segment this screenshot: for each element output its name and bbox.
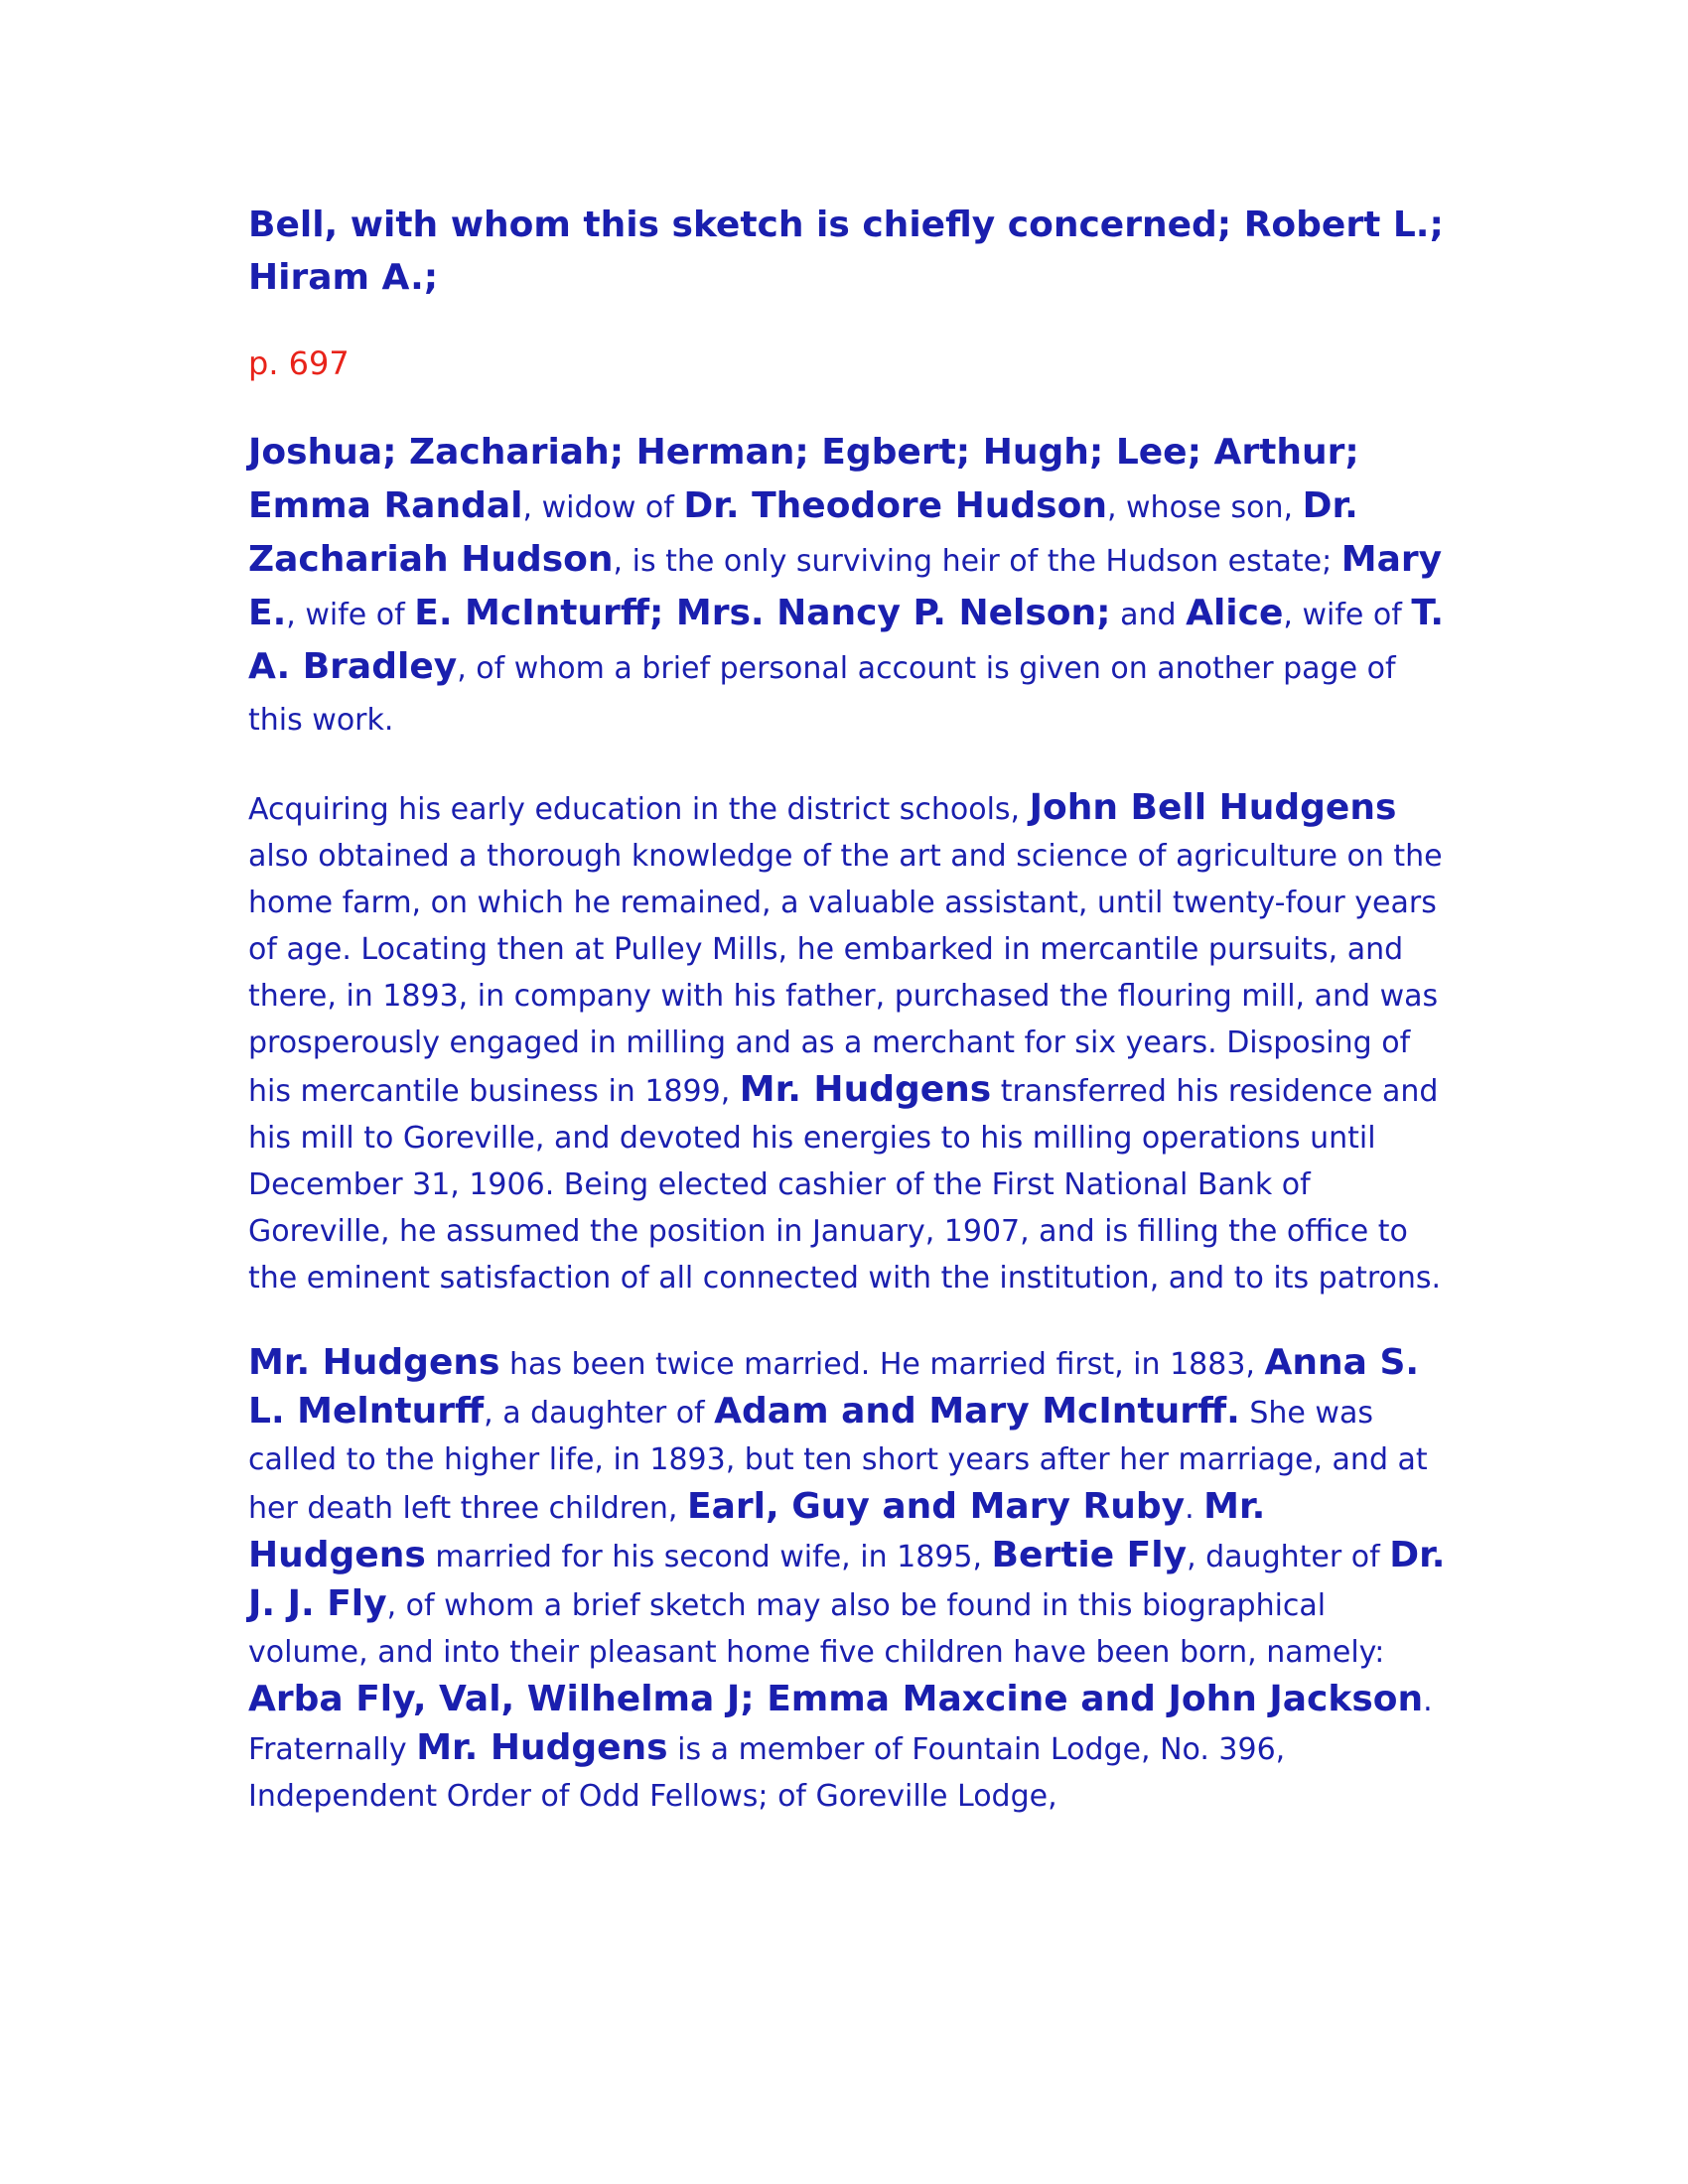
text-run: and	[1110, 598, 1187, 632]
bold-name-run: E. McInturff; Mrs. Nancy P. Nelson;	[414, 593, 1111, 633]
text-run: transferred his residence and his mill to Goreville, and devoted his energies to his milling operations until December 31, 1906. Being elected cashier of the First National Bank of Goreville, he assumed the position in January, 1907, and is filling the office to the eminent satisfaction of all connected with the institution, and to its patrons.	[248, 1074, 1442, 1296]
bold-name-run: Alice	[1186, 593, 1284, 633]
bold-name-run: Dr. J. J. Fly	[248, 1535, 1446, 1624]
bold-name-run: Arba Fly, Val, Wilhelma J; Emma Maxcine and John Jackson	[248, 1679, 1424, 1719]
bold-name-run: Mr. Hudgens	[416, 1727, 668, 1768]
text-run: , whose son,	[1106, 490, 1303, 525]
bold-name-run: Dr. Theodore Hudson	[683, 485, 1107, 526]
paragraph-career	[248, 784, 1455, 1301]
text-run: .	[1185, 1491, 1204, 1526]
text-run: , daughter of	[1187, 1540, 1390, 1574]
bold-name-run: T. A. Bradley	[248, 593, 1445, 687]
continued-heading: Bell, with whom this sketch is chiefly concerned; Robert L.; Hiram A.;	[248, 205, 1444, 298]
text-run: , wife of	[286, 598, 415, 632]
bold-name-run: Adam and Mary McInturff.	[714, 1391, 1240, 1432]
bold-name-run: Earl, Guy and Mary Ruby	[687, 1486, 1186, 1527]
page-number: p. 697	[248, 344, 350, 382]
text-run: has been twice married. He married first, in 1883,	[499, 1347, 1265, 1382]
paragraph-family	[248, 427, 1455, 747]
text-run: , a daughter of	[484, 1396, 715, 1431]
text-run: , wife of	[1283, 598, 1412, 632]
text-run: , of whom a brief personal account is given on another page of this work.	[248, 651, 1396, 738]
bold-name-run: Joshua; Zachariah; Herman; Egbert; Hugh; Lee; Arthur; Emma Randal	[248, 432, 1359, 526]
text-run: She was called to the higher life, in 1893, but ten short years after her marriage, and at her death left three children,	[248, 1396, 1428, 1526]
bold-name-run: Mr. Hudgens	[739, 1069, 992, 1110]
bold-name-run: Mr. Hudgens	[248, 1342, 500, 1383]
paragraph-marriage	[248, 1339, 1455, 1820]
bold-name-run: Mr. Hudgens	[248, 1486, 1266, 1575]
text-run: , widow of	[522, 490, 684, 525]
bold-name-run: Anna S. L. Melnturff	[248, 1342, 1420, 1432]
text-run: Acquiring his early education in the district schools,	[248, 792, 1030, 827]
bold-name-run: Mary E.	[248, 539, 1443, 633]
bold-name-run: John Bell Hudgens	[1029, 787, 1397, 828]
text-run: married for his second wife, in 1895,	[425, 1540, 992, 1574]
text-run: also obtained a thorough knowledge of the art and science of agriculture on the home farm, on which he remained, a valuable assistant, until twenty-four years of age. Locating then at Pulley Mills, he embarked in mercantile pursuits, and there, in 1893, in company with his father, purchased the flouring mill, and was prosperously engaged in milling and as a merchant for six years. Disposing of his mercantile business in 1899,	[248, 839, 1443, 1109]
bold-name-run: Bertie Fly	[991, 1535, 1188, 1575]
document-page	[248, 199, 1455, 1857]
bold-name-run: Dr. Zachariah Hudson	[248, 485, 1358, 580]
text-run: , of whom a brief sketch may also be found in this biographical volume, and into their pleasant home five children have been born, namely:	[248, 1588, 1385, 1670]
text-run: . Fraternally	[248, 1684, 1433, 1767]
text-run: is a member of Fountain Lodge, No. 396, Independent Order of Odd Fellows; of Goreville Lodge,	[248, 1732, 1286, 1814]
text-run: , is the only surviving heir of the Hudson estate;	[613, 544, 1341, 579]
